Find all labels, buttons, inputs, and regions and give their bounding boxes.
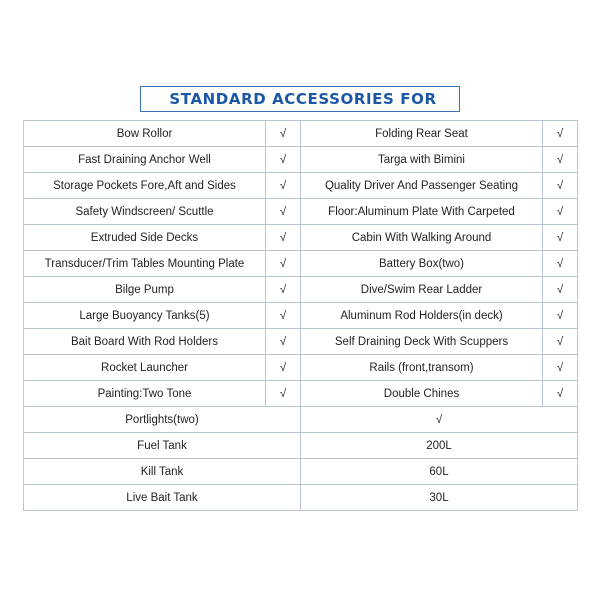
cell-right-check: √: [543, 199, 578, 225]
cell-right-label: Dive/Swim Rear Ladder: [301, 277, 543, 303]
cell-merged-value: 200L: [301, 433, 578, 459]
cell-left-label: Transducer/Trim Tables Mounting Plate: [24, 251, 266, 277]
table-row: [24, 173, 578, 199]
cell-left-label: Storage Pockets Fore,Aft and Sides: [24, 173, 266, 199]
cell-right-check: √: [543, 329, 578, 355]
table-row: [24, 355, 578, 381]
table-body: [24, 121, 578, 511]
cell-right-label: Rails (front,transom): [301, 355, 543, 381]
table-row: [24, 199, 578, 225]
cell-left-check: √: [266, 225, 301, 251]
table-row: [24, 121, 578, 147]
cell-left-check: √: [266, 251, 301, 277]
cell-left-check: √: [266, 121, 301, 147]
cell-left-label: Bait Board With Rod Holders: [24, 329, 266, 355]
cell-right-label: Double Chines: [301, 381, 543, 407]
cell-merged-value: √: [301, 407, 578, 433]
cell-right-check: √: [543, 381, 578, 407]
cell-right-label: Battery Box(two): [301, 251, 543, 277]
cell-right-check: √: [543, 355, 578, 381]
table-row: [24, 485, 578, 511]
cell-left-label: Rocket Launcher: [24, 355, 266, 381]
cell-right-label: Cabin With Walking Around: [301, 225, 543, 251]
cell-left-label: Extruded Side Decks: [24, 225, 266, 251]
cell-merged-label: Portlights(two): [24, 407, 301, 433]
cell-left-check: √: [266, 355, 301, 381]
table-row: [24, 459, 578, 485]
table-row: [24, 277, 578, 303]
cell-right-label: Aluminum Rod Holders(in deck): [301, 303, 543, 329]
cell-left-check: √: [266, 329, 301, 355]
table-row: [24, 407, 578, 433]
cell-left-check: √: [266, 303, 301, 329]
cell-left-check: √: [266, 173, 301, 199]
cell-right-check: √: [543, 251, 578, 277]
accessories-table: [23, 120, 578, 511]
cell-right-check: √: [543, 173, 578, 199]
cell-left-label: Bilge Pump: [24, 277, 266, 303]
table-row: [24, 225, 578, 251]
cell-right-check: √: [543, 121, 578, 147]
cell-left-check: √: [266, 147, 301, 173]
table-row: [24, 251, 578, 277]
cell-right-check: √: [543, 225, 578, 251]
cell-left-check: √: [266, 381, 301, 407]
table-row: [24, 381, 578, 407]
cell-left-label: Large Buoyancy Tanks(5): [24, 303, 266, 329]
cell-right-check: √: [543, 277, 578, 303]
cell-merged-label: Kill Tank: [24, 459, 301, 485]
cell-merged-label: Live Bait Tank: [24, 485, 301, 511]
cell-right-check: √: [543, 147, 578, 173]
cell-left-label: Painting:Two Tone: [24, 381, 266, 407]
table-row: [24, 303, 578, 329]
cell-right-label: Floor:Aluminum Plate With Carpeted: [301, 199, 543, 225]
cell-right-label: Self Draining Deck With Scuppers: [301, 329, 543, 355]
cell-right-label: Folding Rear Seat: [301, 121, 543, 147]
cell-merged-value: 60L: [301, 459, 578, 485]
page-title: STANDARD ACCESSORIES FOR: [155, 88, 451, 110]
cell-right-label: Targa with Bimini: [301, 147, 543, 173]
table-row: [24, 329, 578, 355]
cell-left-check: √: [266, 277, 301, 303]
cell-left-check: √: [266, 199, 301, 225]
cell-left-label: Bow Rollor: [24, 121, 266, 147]
cell-left-label: Fast Draining Anchor Well: [24, 147, 266, 173]
cell-right-check: √: [543, 303, 578, 329]
cell-left-label: Safety Windscreen/ Scuttle: [24, 199, 266, 225]
cell-merged-label: Fuel Tank: [24, 433, 301, 459]
cell-right-label: Quality Driver And Passenger Seating: [301, 173, 543, 199]
cell-merged-value: 30L: [301, 485, 578, 511]
table-row: [24, 433, 578, 459]
table-row: [24, 147, 578, 173]
